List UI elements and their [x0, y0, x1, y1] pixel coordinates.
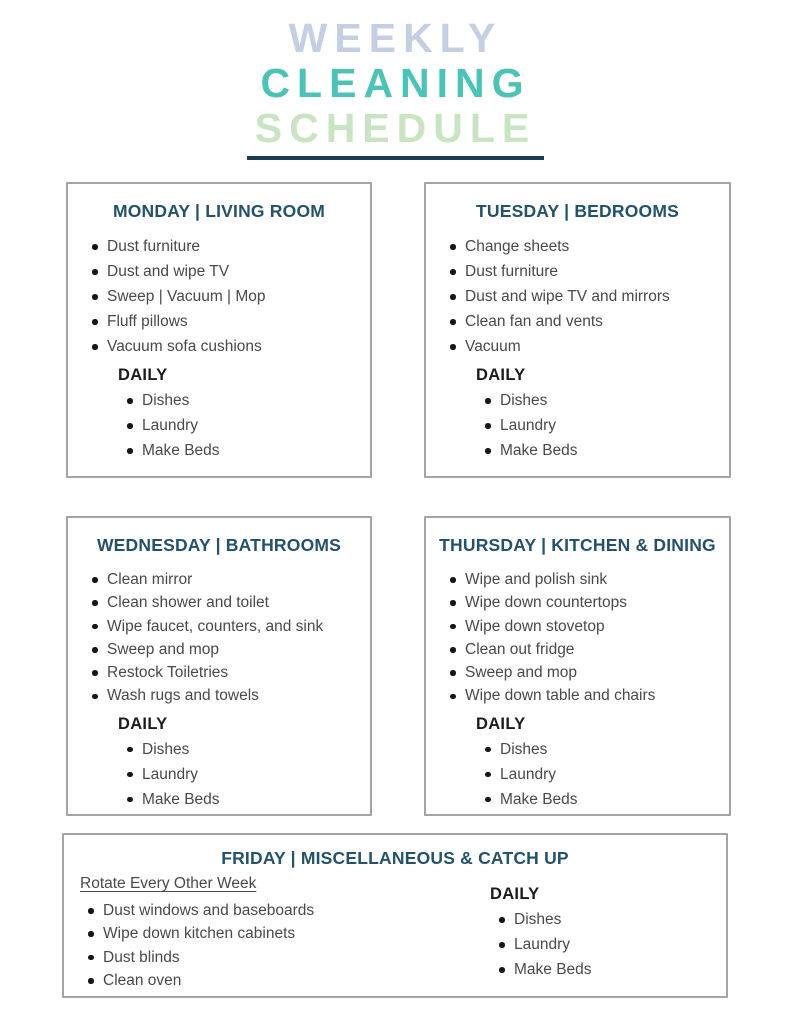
task-item: Wipe down kitchen cabinets — [86, 922, 314, 945]
task-item: Dust and wipe TV and mirrors — [448, 284, 723, 309]
task-item: Clean mirror — [90, 568, 364, 591]
task-item: Wash rugs and towels — [90, 684, 364, 707]
daily-task-list — [426, 388, 729, 463]
day-card-friday-title: FRIDAY | MISCELLANEOUS & CATCH UP — [221, 848, 569, 868]
task-item: Dust furniture — [448, 259, 723, 284]
daily-heading: DAILY — [118, 366, 168, 384]
daily-task-item: Laundry — [125, 413, 364, 438]
task-item: Fluff pillows — [90, 309, 364, 334]
day-card-monday-title: MONDAY | LIVING ROOM — [112, 201, 326, 221]
daily-task-item: Dishes — [497, 907, 592, 932]
title-underline-rule — [247, 156, 544, 160]
task-item: Restock Toiletries — [90, 661, 364, 684]
day-card-tuesday — [424, 182, 731, 478]
task-item: Dust windows and baseboards — [86, 899, 314, 922]
day-card-thursday — [424, 516, 731, 816]
task-item: Sweep and mop — [448, 661, 723, 684]
day-card-thursday-task-list — [426, 568, 729, 708]
daily-heading: DAILY — [490, 885, 540, 903]
daily-task-item: Laundry — [497, 932, 592, 957]
task-item: Dust blinds — [86, 946, 314, 969]
task-item: Clean oven — [86, 969, 314, 992]
day-card-monday-task-list — [68, 234, 370, 359]
day-card-friday — [62, 833, 728, 998]
daily-task-item: Laundry — [125, 762, 364, 787]
daily-task-item: Laundry — [483, 762, 723, 787]
title-line-schedule: SCHEDULE — [254, 105, 537, 151]
task-item: Vacuum sofa cushions — [90, 334, 364, 359]
daily-task-item: Make Beds — [483, 787, 723, 812]
daily-task-item: Make Beds — [497, 957, 592, 982]
daily-task-item: Make Beds — [483, 438, 723, 463]
task-item: Dust furniture — [90, 234, 364, 259]
day-card-wednesday — [66, 516, 372, 816]
daily-task-item: Dishes — [125, 737, 364, 762]
title-line-cleaning: CLEANING — [260, 60, 531, 106]
daily-task-item: Make Beds — [125, 787, 364, 812]
day-card-monday — [66, 182, 372, 478]
daily-task-list — [426, 737, 729, 812]
day-card-tuesday-task-list — [426, 234, 729, 359]
daily-task-list — [490, 907, 598, 982]
task-item: Change sheets — [448, 234, 723, 259]
day-card-wednesday-title: WEDNESDAY | BATHROOMS — [96, 535, 342, 555]
task-item: Sweep and mop — [90, 638, 364, 661]
task-item: Wipe down countertops — [448, 591, 723, 614]
friday-task-list — [80, 899, 320, 992]
task-item: Clean fan and vents — [448, 309, 723, 334]
task-item: Wipe faucet, counters, and sink — [90, 615, 364, 638]
daily-task-item: Laundry — [483, 413, 723, 438]
task-item: Clean out fridge — [448, 638, 723, 661]
title-line-weekly: WEEKLY — [288, 15, 503, 61]
daily-task-item: Make Beds — [125, 438, 364, 463]
daily-task-list — [68, 737, 370, 812]
rotate-every-other-week-heading: Rotate Every Other Week — [80, 875, 257, 892]
task-item: Vacuum — [448, 334, 723, 359]
daily-heading: DAILY — [476, 714, 526, 733]
page-title — [0, 16, 791, 160]
daily-task-item: Dishes — [483, 388, 723, 413]
day-card-thursday-title: THURSDAY | KITCHEN & DINING — [439, 535, 716, 555]
friday-daily-column — [490, 885, 598, 982]
task-item: Dust and wipe TV — [90, 259, 364, 284]
task-item: Wipe and polish sink — [448, 568, 723, 591]
task-item: Sweep | Vacuum | Mop — [90, 284, 364, 309]
daily-task-item: Dishes — [125, 388, 364, 413]
friday-rotate-column — [80, 875, 320, 992]
task-item: Wipe down stovetop — [448, 615, 723, 638]
task-item: Wipe down table and chairs — [448, 684, 723, 707]
task-item: Clean shower and toilet — [90, 591, 364, 614]
daily-heading: DAILY — [118, 714, 168, 733]
day-card-tuesday-title: TUESDAY | BEDROOMS — [476, 201, 679, 221]
daily-task-list — [68, 388, 370, 463]
day-card-wednesday-task-list — [68, 568, 370, 708]
daily-heading: DAILY — [476, 366, 526, 384]
daily-task-item: Dishes — [483, 737, 723, 762]
